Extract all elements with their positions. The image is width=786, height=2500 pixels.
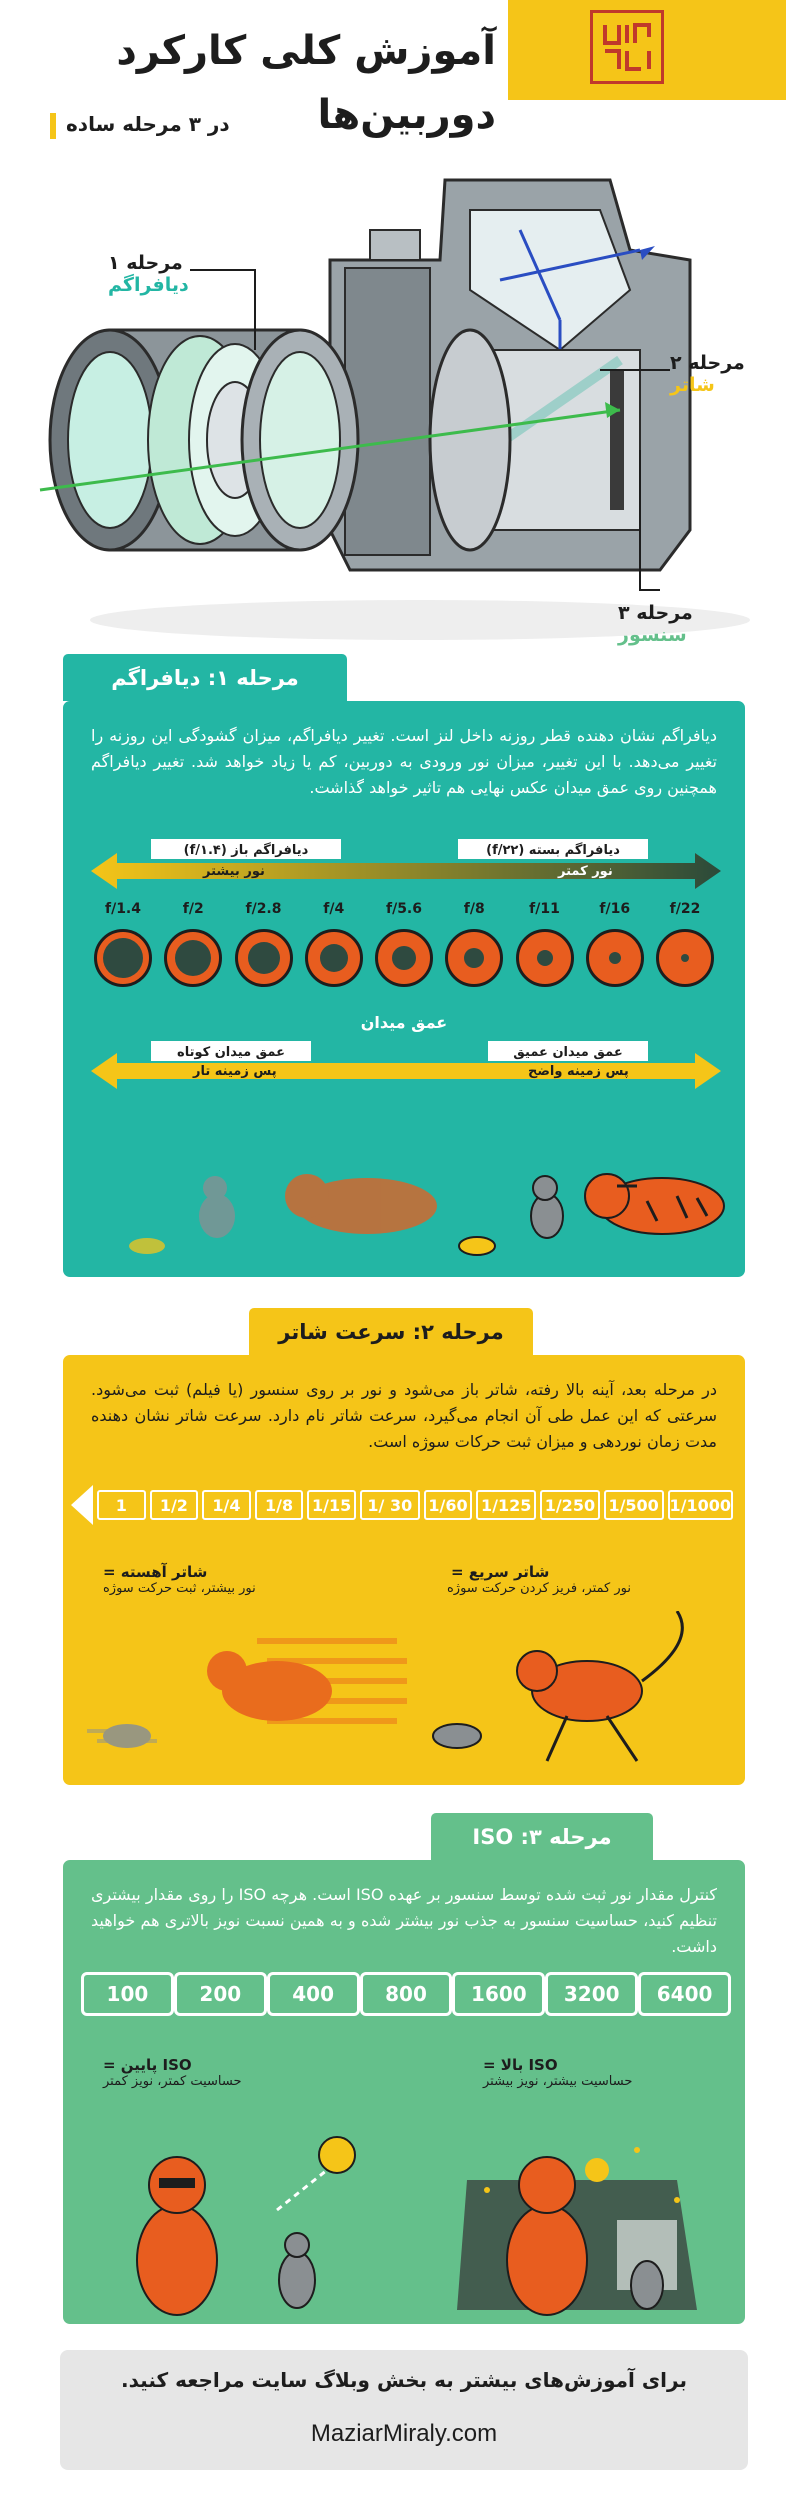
aperture-icon: [586, 929, 644, 987]
section1-description: دیافراگم نشان دهنده قطر روزنه داخل لنز است. تغییر دیافراگم، میزان گشودگی این روزنه را تغییر می‌دهد. با این تغییر، میزان نور ورودی به دوربین، کم یا زیاد خواهد شد. تغییر دیافراگم همچنین روی عمق میدان عکس نهایی هم تاثیر خواهد گذاشت.: [91, 726, 717, 797]
iso-value-box: 200: [174, 1972, 267, 2016]
dof-title: عمق میدان: [360, 1013, 448, 1032]
iso-row: [81, 1972, 731, 2016]
subtitle-text: در ۳ مرحله ساده: [66, 112, 230, 136]
footer-url-link[interactable]: MaziarMiraly.com: [310, 2420, 498, 2447]
page-title-line1: آموزش کلی کارکرد: [116, 28, 496, 74]
section2-tab: مرحله ۲: سرعت شاتر: [246, 1305, 536, 1355]
section2-description: در مرحله بعد، آینه بالا رفته، شاتر باز می‌شود و نور بر روی سنسور (یا فیلم) ثبت می‌شود. سرعتی که این عمل طی آن انجام می‌گیرد، سرعت شاتر نام دارد. سرعت شاتر نشان دهنده مدت زمان نوردهی و میزان ثبت حرکات سوژه است.: [91, 1380, 717, 1451]
high-iso-title: ISO بالا =: [483, 2056, 558, 2074]
stage3-number: مرحله ۳: [618, 602, 693, 624]
aperture-closed-text: دیافراگم بسته (f/۲۲): [486, 843, 620, 858]
aperture-open-text: دیافراگم باز (f/۱.۴): [183, 843, 309, 858]
aperture-open-sub: نور بیشتر: [203, 864, 265, 879]
logo-mark-icon: [599, 19, 655, 75]
aperture-icon: [164, 929, 222, 987]
fstop-label: f/5.6: [385, 901, 422, 917]
camera-cutaway-illustration: [0, 150, 786, 650]
shutter-speed-cell: 1/250: [540, 1490, 600, 1520]
page-title-line2: دوربین‌ها: [317, 92, 496, 138]
stage2-number: مرحله ۲: [670, 352, 745, 374]
fstop-label: f/2: [182, 901, 204, 917]
iso-value-box: 100: [81, 1972, 174, 2016]
stage3-label: [618, 602, 728, 646]
slow-shutter-title: شاتر آهسته =: [103, 1563, 208, 1581]
shutter-speed-cell: 1/4: [202, 1490, 251, 1520]
stage1-number: مرحله ۱: [108, 252, 183, 274]
section1-tab: مرحله ۱: دیافراگم: [60, 651, 350, 701]
high-iso-caption: [483, 2056, 683, 2089]
dof-deep-sub: پس زمینه واضح: [528, 1064, 629, 1079]
slow-shutter-caption: [103, 1563, 283, 1596]
aperture-icon: [235, 929, 293, 987]
high-iso-sub: حساسیت بیشتر، نویز بیشتر: [483, 2074, 633, 2089]
aperture-icon: [516, 929, 574, 987]
fast-shutter-title: شاتر سریع =: [451, 1563, 550, 1581]
fstop-row: [63, 901, 745, 1001]
aperture-icon: [375, 929, 433, 987]
fstop-label: f/22: [669, 901, 701, 917]
fast-shutter-caption: [446, 1563, 631, 1596]
fast-shutter-sub: نور کمتر، فریز کردن حرکت سوژه: [446, 1581, 631, 1596]
fstop-label: f/1.4: [104, 901, 141, 917]
shutter-speed-cell: 1/60: [424, 1490, 473, 1520]
stage1-name: دیافراگم: [108, 274, 189, 296]
iso-value-box: 800: [360, 1972, 453, 2016]
aperture-icon: [305, 929, 363, 987]
aperture-icon: [656, 929, 714, 987]
aperture-open-label: [151, 839, 341, 859]
dof-cat-mouse-illustration: [77, 1106, 737, 1276]
slow-shutter-sub: نور بیشتر، ثبت حرکت سوژه: [103, 1581, 256, 1596]
iso-cat-mouse-illustration: [77, 2110, 737, 2320]
stage1-label: [108, 252, 218, 296]
shutter-speed-cell: 1/2: [150, 1490, 199, 1520]
shutter-speed-cell: 1: [97, 1490, 146, 1520]
stage3-name: سنسور: [618, 624, 687, 646]
iso-value-box: 400: [267, 1972, 360, 2016]
page-subtitle: [40, 112, 230, 139]
low-iso-title: ISO پایین =: [103, 2056, 192, 2074]
iso-value-box: 1600: [452, 1972, 545, 2016]
shutter-speed-row: [97, 1490, 733, 1520]
shutter-speed-cell: 1/ 30: [360, 1490, 420, 1520]
section1-aperture: [60, 698, 748, 1280]
stage2-label: [670, 352, 780, 396]
shutter-speed-cell: 1/15: [307, 1490, 356, 1520]
section3-tab: مرحله ۳: ISO: [428, 1810, 656, 1860]
aperture-icon: [445, 929, 503, 987]
dof-shallow-sub: پس زمینه تار: [193, 1064, 277, 1079]
low-iso-caption: [103, 2056, 303, 2089]
logo: [590, 10, 664, 84]
dof-shallow-label: [151, 1041, 311, 1061]
subtitle-divider: [50, 113, 56, 139]
section3-description: کنترل مقدار نور ثبت شده توسط سنسور بر عهده ISO است. هرچه ISO را روی مقدار بیشتری تنظیم کنید، حساسیت سنسور به جذب نور بیشتر شده و به همین نسبت نویز بالاتری هم خواهید داشت.: [91, 1885, 718, 1956]
dof-shallow-text: عمق میدان کوتاه: [177, 1045, 285, 1060]
fstop-label: f/11: [529, 901, 560, 917]
dof-deep-label: [488, 1041, 648, 1061]
fstop-label: f/8: [463, 901, 485, 917]
section2-shutter: [60, 1352, 748, 1788]
section3-iso: [60, 1857, 748, 2327]
fstop-label: f/2.8: [245, 901, 282, 917]
low-iso-sub: حساسیت کمتر، نویز کمتر: [103, 2074, 242, 2089]
aperture-icon: [94, 929, 152, 987]
shutter-speed-cell: 1/1000: [668, 1490, 734, 1520]
aperture-closed-label: [458, 839, 648, 859]
stage2-name: شاتر: [670, 374, 715, 396]
shutter-speed-cell: 1/125: [476, 1490, 536, 1520]
shutter-speed-cell: 1/500: [604, 1490, 664, 1520]
fstop-label: f/16: [599, 901, 631, 917]
iso-value-box: 3200: [545, 1972, 638, 2016]
footer-text: برای آموزش‌های بیشتر به بخش وبلاگ سایت مراجعه کنید.: [121, 2368, 687, 2392]
aperture-closed-sub: نور کمتر: [558, 864, 613, 879]
fstop-label: f/4: [323, 901, 345, 917]
shutter-cat-mouse-illustration: [77, 1611, 737, 1781]
iso-value-box: 6400: [638, 1972, 731, 2016]
dof-deep-text: عمق میدان عمیق: [513, 1045, 623, 1060]
shutter-speed-cell: 1/8: [255, 1490, 304, 1520]
footer-box: [60, 2350, 748, 2470]
